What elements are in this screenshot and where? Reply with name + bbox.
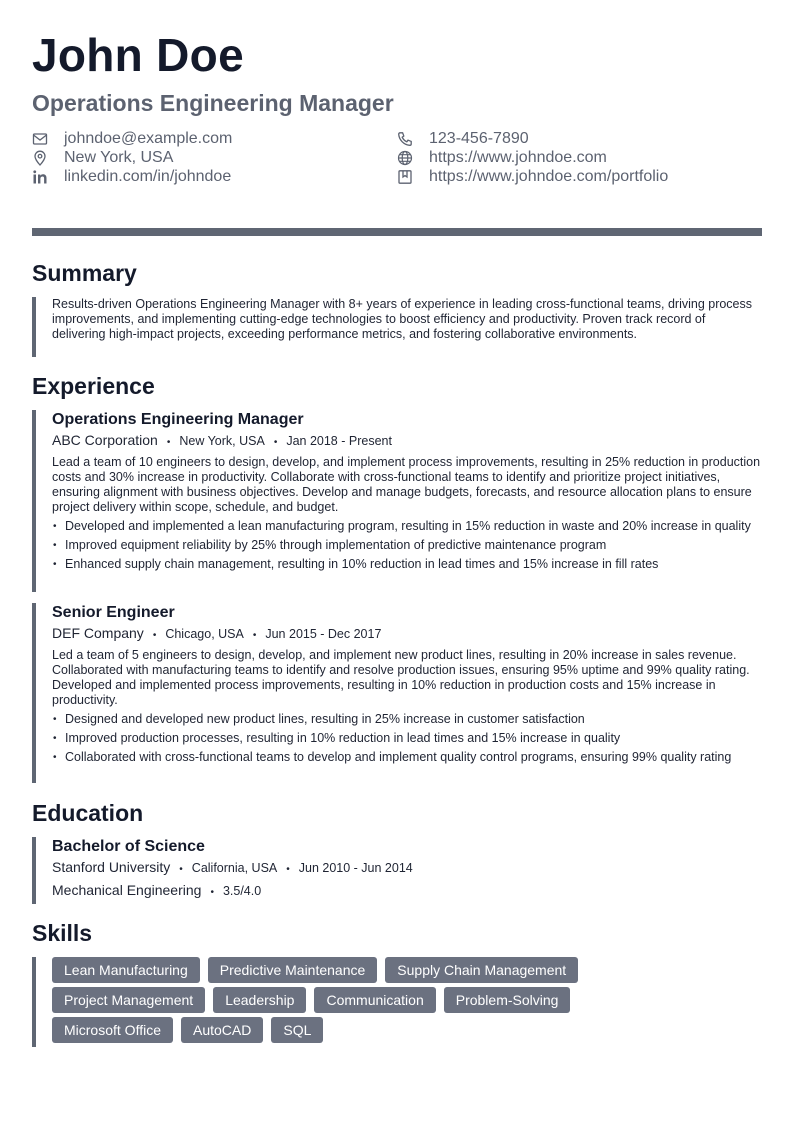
phone-text: 123-456-7890 [429, 130, 529, 148]
achievement-item: • Designed and developed new product lines, resulting in 25% increase in customer satisfaction [52, 712, 762, 727]
skill-tag: Communication [314, 987, 435, 1013]
candidate-role: Operations Engineering Manager [32, 89, 394, 116]
contact-portfolio[interactable] [397, 168, 668, 187]
degree-title: Bachelor of Science [52, 838, 205, 855]
job-achievements [52, 519, 762, 572]
linkedin-text: linkedin.com/in/johndoe [64, 168, 232, 186]
location-text: New York, USA [64, 149, 174, 167]
contact-phone[interactable] [397, 130, 529, 149]
company-name: ABC Corporation [52, 432, 158, 448]
separator-dot: • [166, 437, 171, 448]
skill-tag: Microsoft Office [52, 1017, 173, 1043]
summary-bar [32, 297, 36, 357]
achievement-item: • Improved equipment reliability by 25% through implementation of predictive maintenance program [52, 538, 762, 553]
skill-tags [52, 957, 672, 1047]
job-description: Led a team of 5 engineers to design, develop, and implement new product lines, resulting in 20% increase in sales revenue. Collaborated with manufacturing teams to identify and resolve production issues, ensuring 95% uptime and 99% quality rating. Developed and implemented process improvements, resulting in 10% reduction in production costs and 15% increase in productivity. [52, 648, 750, 707]
phone-icon [397, 131, 413, 147]
skill-tag: SQL [271, 1017, 323, 1043]
separator-dot: • [179, 864, 183, 875]
education-bar [32, 837, 36, 904]
job-title: Operations Engineering Manager [52, 411, 304, 428]
job-achievements [52, 712, 762, 765]
separator-dot: • [210, 887, 214, 898]
contact-website[interactable] [397, 149, 607, 168]
skill-tag: Project Management [52, 987, 205, 1013]
job-title: Senior Engineer [52, 604, 175, 621]
contact-list [32, 130, 762, 190]
achievement-item: • Developed and implemented a lean manufacturing program, resulting in 15% reduction in waste and 20% increase in quality [52, 519, 762, 534]
website-text: https://www.johndoe.com [429, 149, 607, 167]
separator-dot: • [152, 630, 157, 641]
skill-tag: Lean Manufacturing [52, 957, 200, 983]
school-location: California, USA [191, 861, 278, 875]
skill-tag: Predictive Maintenance [208, 957, 378, 983]
skill-tag: Supply Chain Management [385, 957, 578, 983]
skills-list [52, 957, 762, 1047]
gpa: 3.5/4.0 [222, 884, 262, 898]
company-name: DEF Company [52, 625, 144, 641]
field-of-study: Mechanical Engineering [52, 882, 202, 898]
job-description: Lead a team of 10 engineers to design, develop, and implement process improvements, resulting in 25% reduction in production costs and 30% increase in productivity. Collaborate with cross-functional teams to identify and prioritize project initiatives, ensuring alignment with business objectives. Develop and manage budgets, forecasts, and resource allocation plans to ensure project delivery within scope, schedule, and budget. [52, 455, 761, 514]
education-meta [52, 860, 762, 877]
education-entry [52, 837, 762, 900]
education-heading: Education [32, 800, 144, 826]
education-field-row [52, 883, 762, 900]
bookmark-icon [397, 169, 413, 185]
skill-tag: Problem-Solving [444, 987, 571, 1013]
experience-bar-1 [32, 410, 36, 592]
job-location: Chicago, USA [165, 627, 244, 641]
skills-heading: Skills [32, 920, 93, 946]
summary-heading: Summary [32, 260, 137, 286]
job-meta [52, 626, 762, 643]
contact-email[interactable] [32, 130, 232, 149]
achievement-item: • Enhanced supply chain management, resulting in 10% reduction in lead times and 15% increase in fill rates [52, 557, 762, 572]
experience-heading: Experience [32, 373, 155, 399]
job-dates: Jan 2018 - Present [286, 434, 392, 448]
job-dates: Jun 2015 - Dec 2017 [265, 627, 382, 641]
summary-text: Results-driven Operations Engineering Manager with 8+ years of experience in leading cross-functional teams, driving process improvements, and implementing cutting-edge technologies to boost efficiency and productivity. Proven track record of delivering high-impact projects, exceeding performance metrics, and fostering collaborative environments. [52, 297, 753, 341]
email-text: johndoe@example.com [64, 130, 233, 148]
separator-dot: • [252, 630, 257, 641]
skills-bar [32, 957, 36, 1047]
candidate-name: John Doe [32, 29, 244, 81]
mail-icon [32, 131, 48, 147]
experience-entry [52, 410, 762, 576]
skill-tag: AutoCAD [181, 1017, 263, 1043]
contact-location [32, 149, 173, 168]
portfolio-text: https://www.johndoe.com/portfolio [429, 168, 669, 186]
education-dates: Jun 2010 - Jun 2014 [298, 861, 413, 875]
school-name: Stanford University [52, 859, 171, 875]
globe-icon [397, 150, 413, 166]
achievement-item: • Collaborated with cross-functional teams to develop and implement quality control programs, ensuring 99% quality rating [52, 750, 762, 765]
job-location: New York, USA [179, 434, 265, 448]
skill-tag: Leadership [213, 987, 306, 1013]
header-divider [32, 228, 762, 236]
contact-linkedin[interactable] [32, 168, 231, 187]
linkedin-icon [32, 169, 48, 185]
separator-dot: • [273, 437, 278, 448]
resume-page [32, 29, 762, 1038]
location-pin-icon [32, 150, 48, 166]
achievement-item: • Improved production processes, resulting in 10% reduction in lead times and 15% increase in quality [52, 731, 762, 746]
experience-bar-2 [32, 603, 36, 783]
experience-entry [52, 603, 762, 769]
separator-dot: • [286, 864, 290, 875]
job-meta [52, 433, 762, 450]
